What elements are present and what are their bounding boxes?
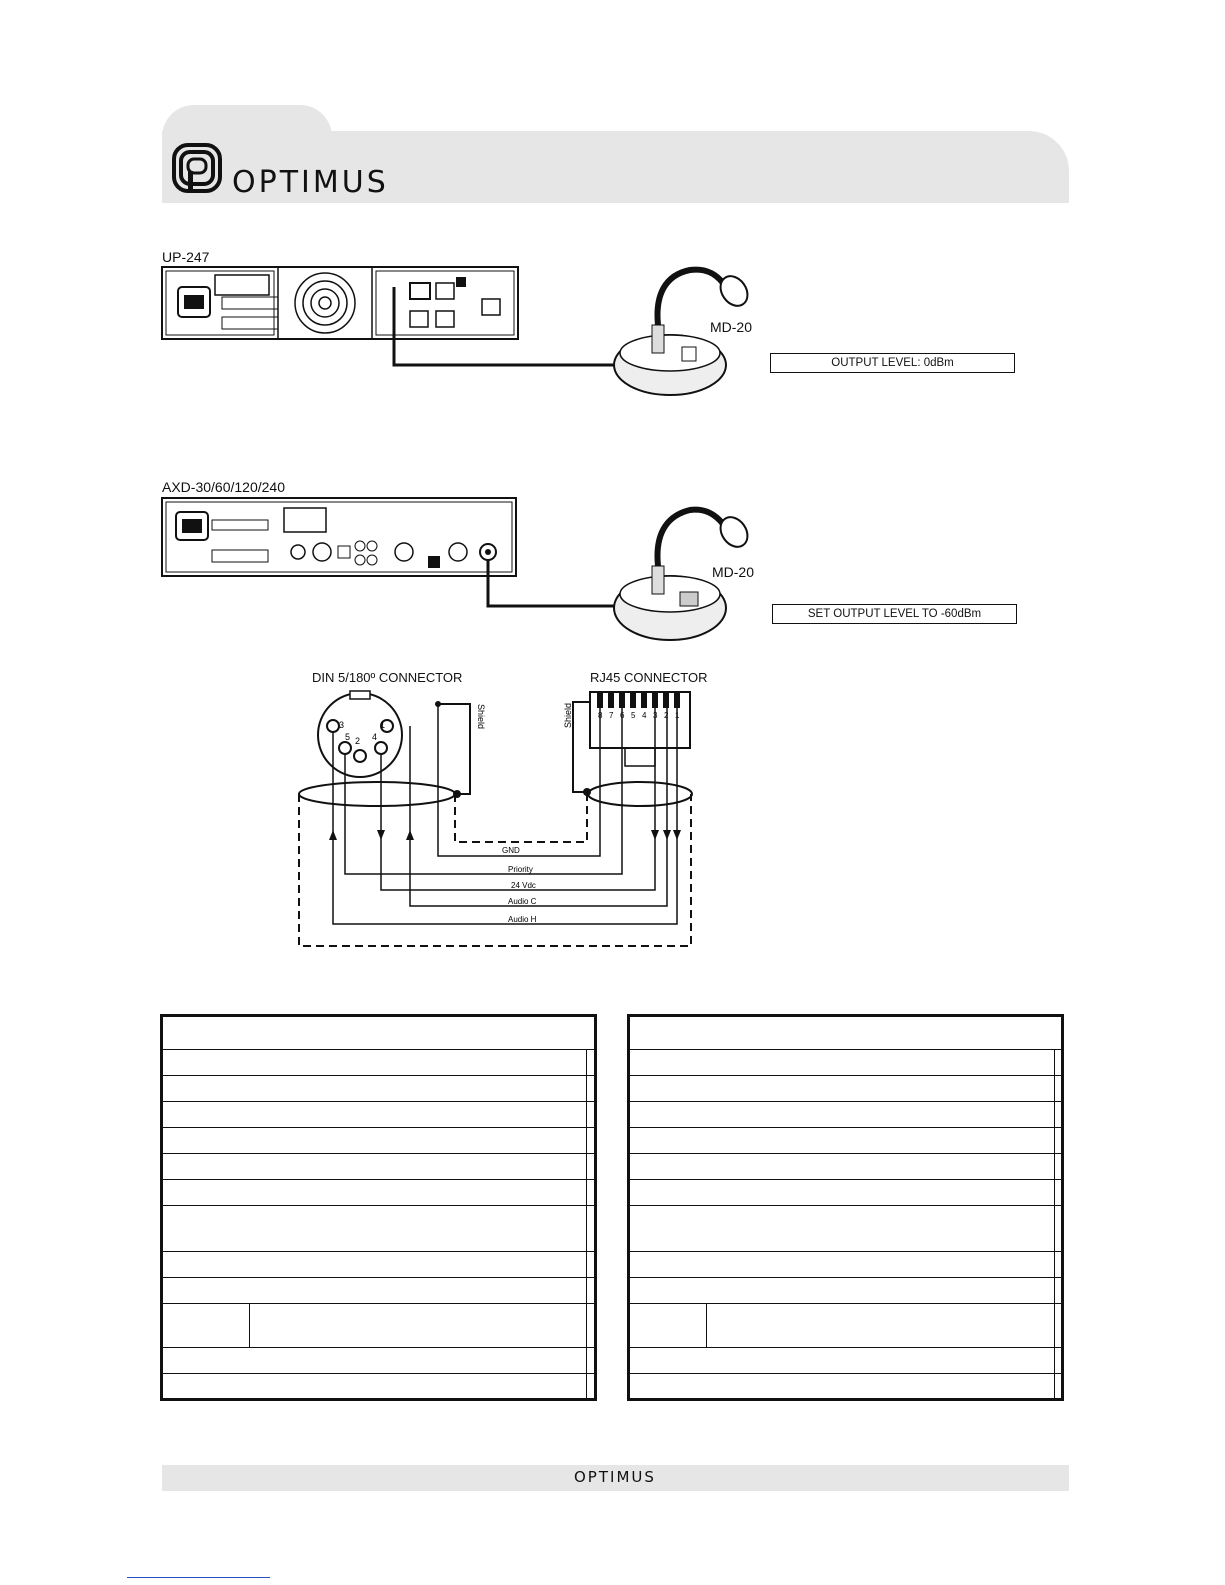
- table-cell: [162, 1374, 587, 1400]
- table-cell: [587, 1050, 596, 1076]
- optimus-logo-icon: [172, 143, 224, 195]
- table-cell: [162, 1102, 587, 1128]
- table-cell: [629, 1076, 1055, 1102]
- table-header-cell: [629, 1016, 1063, 1050]
- table-cell: [629, 1050, 1055, 1076]
- table-cell: [629, 1154, 1055, 1180]
- rj45-contacts: [597, 692, 680, 708]
- rj45-pin-label: 3: [653, 711, 658, 720]
- table-cell: [629, 1102, 1055, 1128]
- table-cell: [1055, 1076, 1063, 1102]
- din-pin-label: 3: [339, 720, 345, 730]
- rj45-pin-label: 4: [642, 711, 647, 720]
- table-cell: [587, 1180, 596, 1206]
- table-cell: [587, 1278, 596, 1304]
- table-cell: [162, 1304, 250, 1348]
- up247-diagram: [160, 265, 760, 410]
- table-cell: [629, 1180, 1055, 1206]
- signal-label: GND: [502, 846, 520, 855]
- table-cell: [1055, 1128, 1063, 1154]
- rj45-pin-label: 6: [620, 711, 625, 720]
- din-pin-label: 5: [345, 732, 351, 742]
- table-cell: [250, 1304, 587, 1348]
- signal-label: Audio H: [508, 915, 537, 924]
- table-cell: [162, 1180, 587, 1206]
- table-cell: [629, 1278, 1055, 1304]
- signal-label: 24 Vdc: [511, 881, 536, 890]
- table-cell: [707, 1304, 1055, 1348]
- table-cell: [162, 1128, 587, 1154]
- table-cell: [587, 1102, 596, 1128]
- table-cell: [629, 1348, 1055, 1374]
- table-cell: [162, 1154, 587, 1180]
- table-cell: [1055, 1180, 1063, 1206]
- table-cell: [1055, 1348, 1063, 1374]
- table-cell: [629, 1252, 1055, 1278]
- spec-table-left: [160, 1014, 597, 1401]
- rj45-pin-label: 8: [598, 711, 603, 720]
- spec-table-right: [627, 1014, 1064, 1401]
- din-pin-label: 4: [372, 732, 378, 742]
- din-pin-label: 1: [380, 720, 386, 730]
- brand-name: OPTIMUS: [232, 165, 389, 200]
- table-cell: [162, 1050, 587, 1076]
- rj45-pin-label: 7: [609, 711, 614, 720]
- table-cell: [629, 1128, 1055, 1154]
- mic-model-label: MD-20: [710, 319, 753, 335]
- table-cell: [162, 1348, 587, 1374]
- table-cell: [587, 1154, 596, 1180]
- wiring-diagram: [295, 690, 705, 960]
- table-cell: [587, 1206, 596, 1252]
- table-cell: [162, 1278, 587, 1304]
- signal-label: Audio C: [508, 897, 537, 906]
- device-model-label: UP-247: [162, 249, 210, 265]
- device-model-label: AXD-30/60/120/240: [162, 479, 285, 495]
- rj45-pin-label: 5: [631, 711, 636, 720]
- signal-label: Priority: [508, 865, 533, 874]
- table-cell: [162, 1206, 587, 1252]
- table-cell: [162, 1076, 587, 1102]
- table-cell: [1055, 1252, 1063, 1278]
- footer-brand: OPTIMUS: [574, 1468, 656, 1486]
- rj45-pin-label: 1: [675, 711, 680, 720]
- table-cell: [629, 1206, 1055, 1252]
- output-level-note: SET OUTPUT LEVEL TO -60dBm: [772, 604, 1017, 624]
- table-cell: [587, 1128, 596, 1154]
- table-cell: [1055, 1206, 1063, 1252]
- output-level-note: OUTPUT LEVEL: 0dBm: [770, 353, 1015, 373]
- footer-link-underline: [127, 1577, 270, 1578]
- shield-label: Shield: [476, 704, 486, 730]
- table-cell: [1055, 1278, 1063, 1304]
- table-cell: [587, 1304, 596, 1348]
- table-header-cell: [162, 1016, 596, 1050]
- table-cell: [587, 1252, 596, 1278]
- table-cell: [1055, 1050, 1063, 1076]
- table-cell: [587, 1374, 596, 1400]
- table-cell: [1055, 1154, 1063, 1180]
- table-cell: [587, 1076, 596, 1102]
- din-connector-title: DIN 5/180º CONNECTOR: [312, 670, 463, 685]
- table-cell: [1055, 1374, 1063, 1400]
- table-cell: [629, 1374, 1055, 1400]
- table-cell: [587, 1348, 596, 1374]
- din-pin-label: 2: [355, 736, 361, 746]
- table-cell: [1055, 1304, 1063, 1348]
- mic-model-label: MD-20: [712, 564, 755, 580]
- table-cell: [1055, 1102, 1063, 1128]
- shield-label: Shield: [563, 702, 573, 728]
- table-cell: [162, 1252, 587, 1278]
- table-cell: [629, 1304, 707, 1348]
- rj45-connector-title: RJ45 CONNECTOR: [590, 670, 708, 685]
- axd-diagram: [160, 496, 760, 651]
- rj45-pin-label: 2: [664, 711, 669, 720]
